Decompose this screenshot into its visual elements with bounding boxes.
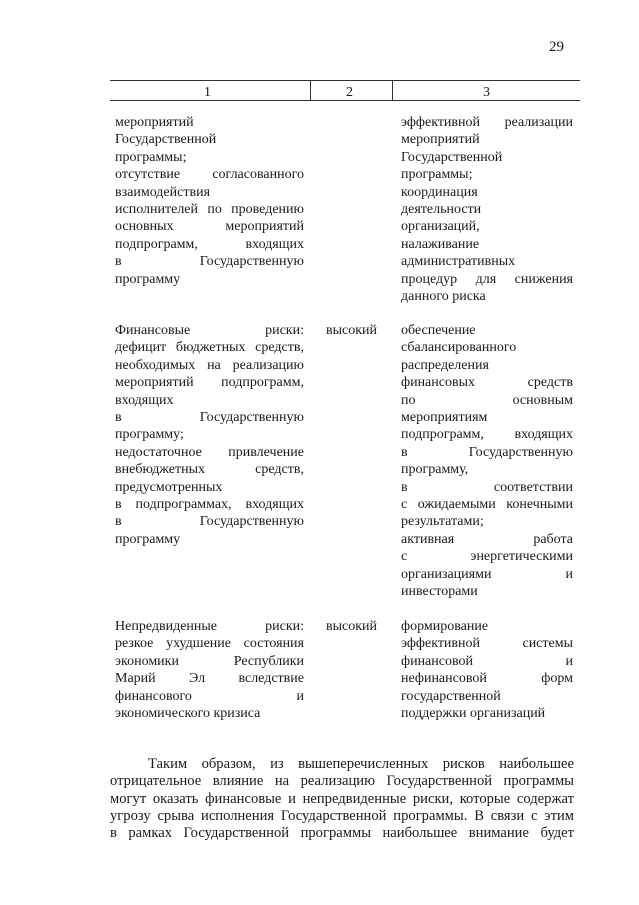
cell-col1-line: программу; bbox=[115, 427, 184, 443]
cell-col3-line: в Государственную bbox=[401, 444, 573, 460]
cell-col1-line: предусмотренных bbox=[115, 479, 223, 495]
cell-col3-line: формирование bbox=[401, 619, 489, 634]
cell-col1-line: отсутствие согласованного bbox=[115, 167, 304, 183]
column-header: 2 bbox=[346, 85, 353, 100]
cell-col3-line: программу, bbox=[401, 462, 469, 478]
cell-col1-line: программу bbox=[115, 271, 181, 287]
cell-col1-line: мероприятий bbox=[115, 115, 194, 130]
cell-col1-line: в подпрограммах, входящих bbox=[115, 497, 304, 512]
column-divider bbox=[392, 80, 393, 101]
cell-col1-line: финансового и bbox=[115, 688, 304, 704]
table-header-rule bbox=[110, 100, 580, 101]
column-header: 1 bbox=[204, 85, 211, 100]
cell-col1-line: внебюджетных средств, bbox=[115, 462, 304, 478]
cell-col1-line: резкое ухудшение состояния bbox=[115, 636, 304, 652]
cell-col3-line: финансовых средств bbox=[401, 375, 573, 391]
cell-col3-line: деятельности bbox=[401, 202, 482, 217]
column-divider bbox=[310, 80, 311, 101]
cell-col1-line: программу bbox=[115, 531, 181, 547]
cell-col3-line: государственной bbox=[401, 688, 501, 704]
cell-col1-line: мероприятий подпрограмм, bbox=[115, 375, 304, 391]
cell-col1-line: экономики Республики bbox=[115, 653, 304, 669]
paragraph-line: в рамках Государственной программы наибольшее внимание будет bbox=[110, 825, 574, 842]
table-top-rule bbox=[110, 80, 580, 81]
cell-col2-level: высокий bbox=[326, 619, 378, 634]
cell-col1-line: в Государственную bbox=[115, 254, 304, 270]
cell-col1-line: исполнителей по проведению bbox=[115, 202, 304, 217]
cell-col3-line: организациями и bbox=[401, 566, 573, 582]
cell-col1-line: недостаточное привлечение bbox=[115, 444, 304, 460]
column-header: 3 bbox=[483, 85, 490, 100]
cell-col3-line: мероприятиям bbox=[401, 410, 488, 425]
cell-col1-line: входящих bbox=[115, 392, 174, 408]
cell-col3-line: обеспечение bbox=[401, 323, 476, 338]
cell-col3-line: координация bbox=[401, 184, 478, 200]
cell-col3-line: мероприятий bbox=[401, 132, 480, 148]
cell-col1-line: экономического кризиса bbox=[115, 706, 261, 721]
cell-col3-line: подпрограмм, входящих bbox=[401, 427, 573, 443]
page-number: 29 bbox=[549, 39, 564, 55]
cell-col1-line: Государственной bbox=[115, 132, 217, 148]
cell-col1-line: Непредвиденные риски: bbox=[115, 619, 304, 634]
cell-col1-line: дефицит бюджетных средств, bbox=[115, 340, 304, 356]
paragraph-line: отрицательное влияние на реализацию Государственной программы bbox=[110, 773, 574, 790]
closing-paragraph bbox=[110, 756, 574, 842]
cell-col1-line: в Государственную bbox=[115, 410, 304, 425]
cell-col3-line: эффективной реализации bbox=[401, 115, 573, 130]
cell-col1-line: необходимых на реализацию bbox=[115, 357, 304, 373]
cell-col3-line: по основным bbox=[401, 392, 573, 408]
cell-col1-line: в Государственную bbox=[115, 514, 304, 530]
cell-col1-line: подпрограмм, входящих bbox=[115, 236, 304, 252]
paragraph-line: Таким образом, из вышеперечисленных рисков наибольшее bbox=[148, 756, 574, 772]
cell-col3-line: с энергетическими bbox=[401, 549, 573, 565]
cell-col3-line: процедур для снижения bbox=[401, 271, 573, 287]
cell-col3-line: программы; bbox=[401, 167, 473, 183]
cell-col3-line: административных bbox=[401, 254, 516, 270]
cell-col3-line: в соответствии bbox=[401, 479, 573, 495]
cell-col3-line: сбалансированного bbox=[401, 340, 517, 356]
cell-col1-line: взаимодействия bbox=[115, 184, 211, 200]
cell-col3-line: налаживание bbox=[401, 236, 480, 252]
cell-col3-line: нефинансовой форм bbox=[401, 671, 573, 687]
cell-col3-line: эффективной системы bbox=[401, 636, 573, 652]
cell-col1-line: основных мероприятий bbox=[115, 219, 304, 235]
cell-col3-line: распределения bbox=[401, 357, 489, 373]
cell-col3-line: поддержки организаций bbox=[401, 706, 546, 721]
paragraph-line: угрозу срыва исполнения Государственной программы. В связи с этим bbox=[110, 807, 574, 824]
cell-col3-line: финансовой и bbox=[401, 653, 573, 669]
cell-col3-line: Государственной bbox=[401, 149, 503, 165]
cell-col3-line: результатами; bbox=[401, 514, 484, 530]
cell-col3-line: организаций, bbox=[401, 219, 480, 235]
cell-col3-line: активная работа bbox=[401, 531, 573, 547]
cell-col3-line: с ожидаемыми конечными bbox=[401, 497, 573, 512]
cell-col1-line: программы; bbox=[115, 149, 187, 165]
cell-col2-level: высокий bbox=[326, 323, 378, 338]
cell-col3-line: данного риска bbox=[401, 289, 486, 304]
cell-col3-line: инвесторами bbox=[401, 584, 478, 599]
cell-col1-line: Финансовые риски: bbox=[115, 323, 304, 338]
cell-col1-line: Марий Эл вследствие bbox=[115, 671, 304, 687]
paragraph-line: могут оказать финансовые и непредвиденные риски, которые содержат bbox=[110, 790, 574, 807]
